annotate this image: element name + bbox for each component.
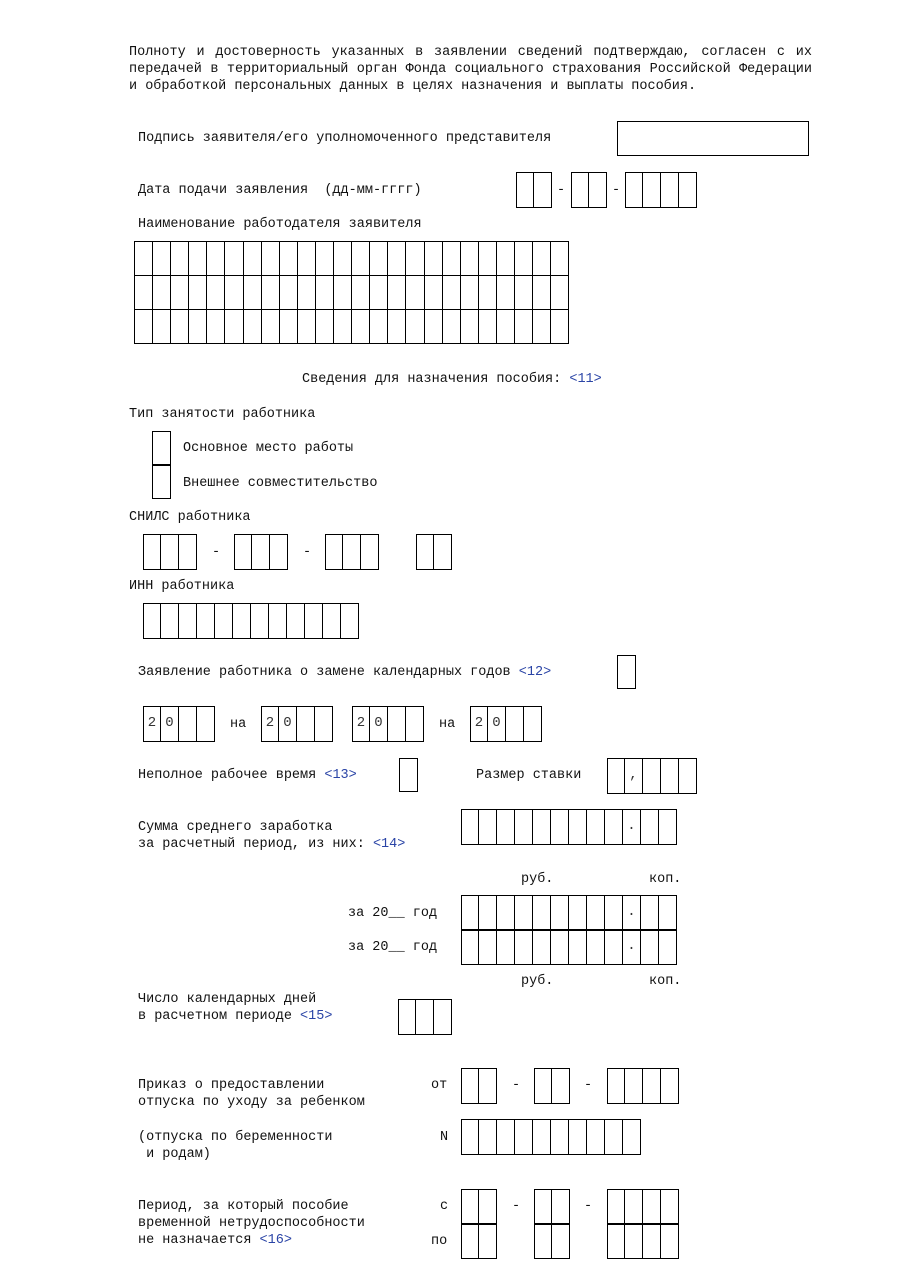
input-cell[interactable]: [197, 603, 215, 639]
application-date-month[interactable]: [571, 172, 607, 208]
snils-part-3[interactable]: [325, 534, 379, 570]
input-cell[interactable]: [551, 895, 569, 931]
na-label: на: [439, 717, 456, 732]
input-cell[interactable]: [287, 603, 305, 639]
part-time-checkbox[interactable]: [399, 758, 418, 792]
input-cell[interactable]: [461, 895, 479, 931]
input-cell[interactable]: [569, 1119, 587, 1155]
employer-name-cell[interactable]: [515, 276, 533, 310]
period-to-month[interactable]: [534, 1223, 570, 1259]
input-cell[interactable]: [641, 895, 659, 931]
employer-name-cell[interactable]: [280, 276, 298, 310]
application-date-day[interactable]: [516, 172, 552, 208]
employer-name-cell[interactable]: [280, 310, 298, 344]
employer-name-cell[interactable]: [262, 276, 280, 310]
employer-name-cell[interactable]: [461, 242, 479, 276]
input-cell[interactable]: [515, 1119, 533, 1155]
external-part-time-label: Внешнее совместительство: [183, 476, 378, 491]
signature-field[interactable]: [617, 121, 809, 156]
input-cell[interactable]: [587, 895, 605, 931]
year-swap-to-1[interactable]: [261, 706, 333, 742]
employer-name-cell[interactable]: [225, 242, 243, 276]
employer-name-cell[interactable]: [153, 310, 171, 344]
employer-name-cell[interactable]: [497, 310, 515, 344]
period-to-day[interactable]: [461, 1223, 497, 1259]
input-cell[interactable]: [497, 895, 515, 931]
order-date-day[interactable]: [461, 1068, 497, 1104]
input-cell[interactable]: [497, 809, 515, 845]
inn-label: ИНН работника: [129, 579, 235, 594]
employer-name-cell[interactable]: [515, 310, 533, 344]
employer-name-cell[interactable]: [443, 242, 461, 276]
employer-name-cell[interactable]: [497, 242, 515, 276]
employer-name-cell[interactable]: [316, 310, 334, 344]
period-from-label: с: [440, 1199, 449, 1214]
input-cell[interactable]: [659, 929, 677, 965]
rate-label: Размер ставки: [476, 768, 582, 783]
snils-part-1[interactable]: [143, 534, 197, 570]
year-swap-from-1[interactable]: [143, 706, 215, 742]
footnote-ref-11[interactable]: <11>: [569, 372, 602, 387]
employer-name-cell[interactable]: [479, 310, 497, 344]
footnote-ref-15[interactable]: <15>: [300, 1009, 333, 1024]
employer-name-cell[interactable]: [533, 310, 551, 344]
earnings-year-1-field[interactable]: [461, 895, 677, 931]
employer-name-cell[interactable]: [171, 276, 189, 310]
order-number-field[interactable]: [461, 1119, 641, 1155]
input-cell[interactable]: [587, 929, 605, 965]
input-cell[interactable]: [179, 706, 197, 742]
input-cell[interactable]: [341, 603, 359, 639]
snils-part-2[interactable]: [234, 534, 288, 570]
employer-name-cell[interactable]: [189, 242, 207, 276]
employment-type-label: Тип занятости работника: [129, 407, 316, 422]
snils-separator: -: [303, 545, 312, 560]
employer-name-cell[interactable]: [135, 310, 153, 344]
input-cell[interactable]: [143, 603, 161, 639]
employer-name-cell[interactable]: [352, 242, 370, 276]
input-cell[interactable]: [533, 809, 551, 845]
input-cell[interactable]: [569, 929, 587, 965]
employer-name-cell[interactable]: [171, 310, 189, 344]
employer-name-cell[interactable]: [425, 276, 443, 310]
main-job-label: Основное место работы: [183, 441, 354, 456]
employer-name-cell[interactable]: [533, 242, 551, 276]
employer-name-cell[interactable]: [551, 276, 569, 310]
period-to-year[interactable]: [607, 1223, 679, 1259]
year-swap-checkbox[interactable]: [617, 655, 636, 689]
employer-name-cell[interactable]: [189, 276, 207, 310]
input-cell[interactable]: 0: [488, 706, 506, 742]
input-cell[interactable]: [551, 929, 569, 965]
period-label-2: временной нетрудоспособности: [138, 1216, 365, 1231]
input-cell[interactable]: 0: [161, 706, 179, 742]
input-cell[interactable]: [161, 603, 179, 639]
employer-name-cell[interactable]: [171, 242, 189, 276]
avg-earnings-label-2: за расчетный период, из них: <14>: [138, 837, 406, 852]
employer-name-cell[interactable]: [244, 276, 262, 310]
date-separator: -: [584, 1199, 593, 1214]
employer-name-cell[interactable]: [388, 242, 406, 276]
input-cell[interactable]: [323, 603, 341, 639]
employer-name-cell[interactable]: [316, 242, 334, 276]
employer-name-cell[interactable]: [461, 310, 479, 344]
kop-label: коп.: [649, 872, 682, 887]
employer-name-cell[interactable]: [352, 276, 370, 310]
input-cell[interactable]: 2: [352, 706, 370, 742]
input-cell[interactable]: [197, 706, 215, 742]
employer-name-cell[interactable]: [551, 242, 569, 276]
input-cell[interactable]: [515, 809, 533, 845]
section-title: Сведения для назначения пособия: <11>: [302, 372, 602, 387]
employer-name-cell[interactable]: [388, 310, 406, 344]
input-cell[interactable]: [479, 1119, 497, 1155]
order-label-4: и родам): [138, 1147, 211, 1162]
employer-name-cell[interactable]: [262, 310, 280, 344]
input-cell[interactable]: [623, 809, 641, 845]
input-cell[interactable]: [533, 929, 551, 965]
employer-name-cell[interactable]: [153, 242, 171, 276]
part-time-label: Неполное рабочее время <13>: [138, 768, 357, 783]
employer-name-cell[interactable]: [406, 276, 424, 310]
input-cell[interactable]: [659, 895, 677, 931]
period-from-year[interactable]: [607, 1189, 679, 1225]
employer-name-cell[interactable]: [298, 310, 316, 344]
employer-name-cell[interactable]: [352, 310, 370, 344]
input-cell[interactable]: [479, 809, 497, 845]
input-cell[interactable]: [506, 706, 524, 742]
year-2-label: за 20__ год: [348, 940, 438, 955]
input-cell[interactable]: [479, 895, 497, 931]
employer-name-cell[interactable]: [443, 276, 461, 310]
input-cell[interactable]: [497, 929, 515, 965]
input-cell[interactable]: 2: [143, 706, 161, 742]
input-cell[interactable]: 0: [370, 706, 388, 742]
input-cell[interactable]: [315, 706, 333, 742]
avg-earnings-label-1: Сумма среднего заработка: [138, 820, 333, 835]
signature-label: Подпись заявителя/его уполномоченного представителя: [138, 131, 552, 146]
employer-name-cell[interactable]: [443, 310, 461, 344]
year-swap-from-2[interactable]: [352, 706, 424, 742]
input-cell[interactable]: [215, 603, 233, 639]
employer-name-cell[interactable]: [207, 242, 225, 276]
input-cell[interactable]: 0: [279, 706, 297, 742]
employer-name-grid[interactable]: [134, 241, 569, 344]
input-cell[interactable]: [623, 1119, 641, 1155]
order-label-1: Приказ о предоставлении: [138, 1078, 325, 1093]
input-cell[interactable]: [179, 603, 197, 639]
input-cell[interactable]: [605, 895, 623, 931]
period-from-month[interactable]: [534, 1189, 570, 1225]
employer-name-cell[interactable]: [225, 310, 243, 344]
employer-name-cell[interactable]: [370, 276, 388, 310]
rub-label: руб.: [521, 872, 554, 887]
year-swap-to-2[interactable]: [470, 706, 542, 742]
consent-paragraph: Полноту и достоверность указанных в заявлении сведений подтверждаю, согласен с их передачей в территориальный орган Фонда социального страхования Российской Федерации и обработкой персональных данных в целях назначения и выплаты пособия.: [129, 45, 812, 94]
employer-name-cell[interactable]: [388, 276, 406, 310]
period-to-label: по: [431, 1234, 448, 1249]
employer-name-cell[interactable]: [425, 242, 443, 276]
calendar-days-field[interactable]: [398, 999, 452, 1035]
external-part-time-checkbox[interactable]: [152, 465, 171, 499]
application-date-label: Дата подачи заявления (дд-мм-гггг): [138, 183, 422, 198]
employer-name-cell[interactable]: [244, 310, 262, 344]
input-cell[interactable]: [297, 706, 315, 742]
main-job-checkbox[interactable]: [152, 431, 171, 465]
employer-name-cell[interactable]: [135, 242, 153, 276]
year-swap-label: Заявление работника о замене календарных годов <12>: [138, 665, 552, 680]
rub-label: руб.: [521, 974, 554, 989]
input-cell[interactable]: [461, 929, 479, 965]
input-cell[interactable]: [388, 706, 406, 742]
input-cell[interactable]: [461, 1119, 479, 1155]
snils-separator: -: [212, 545, 221, 560]
employer-name-cell[interactable]: [225, 276, 243, 310]
employer-name-cell[interactable]: [425, 310, 443, 344]
input-cell[interactable]: [524, 706, 542, 742]
footnote-ref-14[interactable]: <14>: [372, 837, 406, 852]
date-separator: -: [612, 183, 621, 198]
input-cell[interactable]: [605, 809, 623, 845]
input-cell[interactable]: [515, 895, 533, 931]
input-cell[interactable]: [406, 706, 424, 742]
input-cell[interactable]: [605, 929, 623, 965]
input-cell[interactable]: [551, 809, 569, 845]
input-cell[interactable]: [551, 1119, 569, 1155]
snils-label: СНИЛС работника: [129, 510, 251, 525]
footnote-ref-13[interactable]: <13>: [324, 768, 357, 783]
footnote-ref-12[interactable]: <12>: [518, 665, 552, 680]
period-label-3: не назначается <16>: [138, 1233, 292, 1248]
employer-name-cell[interactable]: [406, 310, 424, 344]
order-date-year[interactable]: [607, 1068, 679, 1104]
input-cell[interactable]: [605, 1119, 623, 1155]
input-cell[interactable]: [587, 1119, 605, 1155]
application-date-year[interactable]: [625, 172, 697, 208]
input-cell[interactable]: [251, 603, 269, 639]
employer-name-cell[interactable]: [497, 276, 515, 310]
input-cell[interactable]: [497, 1119, 515, 1155]
rate-field[interactable]: [607, 758, 697, 794]
order-from-label: от: [431, 1078, 448, 1093]
period-label-1: Период, за который пособие: [138, 1199, 349, 1214]
snils-checksum[interactable]: [416, 534, 452, 570]
employer-name-cell[interactable]: [461, 276, 479, 310]
footnote-ref-16[interactable]: <16>: [259, 1233, 292, 1248]
na-label: на: [230, 717, 247, 732]
date-separator: -: [512, 1078, 521, 1093]
order-date-month[interactable]: [534, 1068, 570, 1104]
input-cell[interactable]: [533, 1119, 551, 1155]
employer-name-cell[interactable]: [533, 276, 551, 310]
employer-name-cell[interactable]: [316, 276, 334, 310]
kop-label: коп.: [649, 974, 682, 989]
date-separator: -: [584, 1078, 593, 1093]
period-from-day[interactable]: [461, 1189, 497, 1225]
employer-name-cell[interactable]: [207, 310, 225, 344]
employer-name-cell[interactable]: [479, 242, 497, 276]
employer-name-cell[interactable]: [207, 276, 225, 310]
input-cell[interactable]: [623, 929, 641, 965]
year-1-label: за 20__ год: [348, 906, 438, 921]
input-cell[interactable]: [641, 809, 659, 845]
employer-name-cell[interactable]: [298, 242, 316, 276]
input-cell[interactable]: [233, 603, 251, 639]
input-cell[interactable]: [641, 929, 659, 965]
input-cell[interactable]: [659, 809, 677, 845]
input-cell[interactable]: [587, 809, 605, 845]
order-label-3: (отпуска по беременности: [138, 1130, 333, 1145]
employer-name-cell[interactable]: [334, 276, 352, 310]
input-cell[interactable]: 2: [261, 706, 279, 742]
input-cell[interactable]: [515, 929, 533, 965]
days-label-2: в расчетном периоде <15>: [138, 1009, 333, 1024]
employer-name-cell[interactable]: [280, 242, 298, 276]
employer-name-cell[interactable]: [153, 276, 171, 310]
employer-name-cell[interactable]: [370, 242, 388, 276]
employer-name-cell[interactable]: [334, 242, 352, 276]
days-label-1: Число календарных дней: [138, 992, 317, 1007]
employer-name-cell[interactable]: [298, 276, 316, 310]
employer-name-cell[interactable]: [244, 242, 262, 276]
input-cell[interactable]: [569, 809, 587, 845]
employer-name-cell[interactable]: [370, 310, 388, 344]
employer-name-cell[interactable]: [406, 242, 424, 276]
employer-name-cell[interactable]: [515, 242, 533, 276]
employer-name-cell[interactable]: [189, 310, 207, 344]
employer-name-cell[interactable]: [262, 242, 280, 276]
avg-earnings-total-field[interactable]: [461, 809, 677, 845]
input-cell[interactable]: [569, 895, 587, 931]
date-separator: -: [512, 1199, 521, 1214]
employer-name-cell[interactable]: [551, 310, 569, 344]
input-cell[interactable]: [269, 603, 287, 639]
input-cell[interactable]: 2: [470, 706, 488, 742]
input-cell[interactable]: [305, 603, 323, 639]
order-label-2: отпуска по уходу за ребенком: [138, 1095, 365, 1110]
inn-field[interactable]: [143, 603, 359, 639]
employer-name-label: Наименование работодателя заявителя: [138, 217, 422, 232]
order-number-label: N: [440, 1130, 449, 1145]
input-cell[interactable]: [461, 809, 479, 845]
employer-name-cell[interactable]: [479, 276, 497, 310]
input-cell[interactable]: [479, 929, 497, 965]
employer-name-cell[interactable]: [135, 276, 153, 310]
date-separator: -: [557, 183, 566, 198]
earnings-year-2-field[interactable]: [461, 929, 677, 965]
employer-name-cell[interactable]: [334, 310, 352, 344]
input-cell[interactable]: [623, 895, 641, 931]
input-cell[interactable]: [533, 895, 551, 931]
